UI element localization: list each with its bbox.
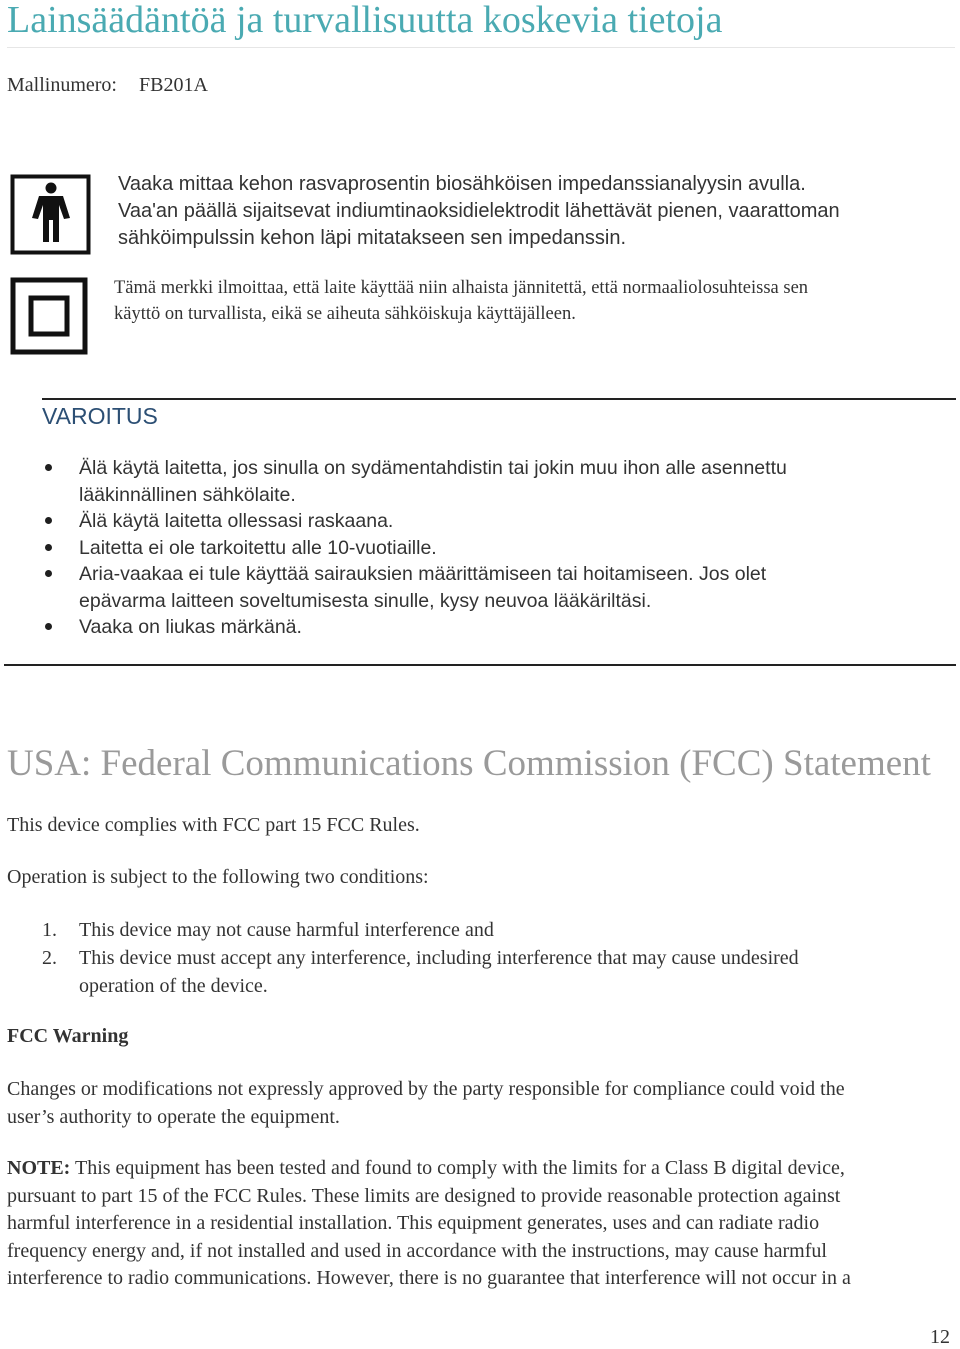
bf-line: sähköimpulssin kehon läpi mitatakseen sen impedanssin. [118,227,627,249]
warning-line: lääkinnällinen sähkölaite. [79,483,296,506]
bullet-icon [45,464,52,471]
warning-item [0,455,960,508]
bf-description [118,171,948,252]
condition-line: This device may not cause harmful interference and [79,919,494,941]
warning-top-rule [42,398,956,400]
bullet-icon [45,517,52,524]
bullet-icon [45,623,52,630]
warning-item [0,561,960,614]
warning-line: Vaaka on liukas märkänä. [79,616,302,638]
class2-line: käyttö on turvallista, eikä se aiheuta sähköiskuja käyttäjälleen. [114,304,576,324]
warning-list [0,455,960,641]
note-label: NOTE: [7,1157,71,1179]
warning-text-line: user’s authority to operate the equipment. [7,1105,340,1128]
condition-item [0,916,960,944]
condition-number: 2. [42,947,57,969]
model-label: Mallinumero: [7,74,117,96]
condition-line: operation of the device. [79,975,268,997]
note-line: harmful interference in a residential installation. This equipment generates, uses and can radiate radio [7,1212,820,1234]
warning-line: Aria-vaakaa ei tule käyttää sairauksien määrittämiseen tai hoitamiseen. Jos olet [79,563,767,585]
fcc-note [7,1155,957,1293]
fcc-warning-heading: FCC Warning [7,1025,129,1047]
warning-line: epävarma laitteen soveltumisesta sinulle, kysy neuvoa lääkäriltäsi. [79,589,652,612]
double-square-icon [10,277,88,355]
fcc-warning-text [7,1076,957,1131]
warning-line: Laitetta ei ole tarkoitettu alle 10-vuotiaille. [79,536,437,559]
title-divider [7,47,955,48]
warning-line: Älä käytä laitetta, jos sinulla on sydämentahdistin tai jokin muu ihon alle asennettu [79,457,787,479]
bf-line: Vaa'an päällä sijaitsevat indiumtinaoksidielektrodit lähettävät pienen, vaarattoman [118,200,840,222]
condition-number: 1. [42,919,57,941]
warning-item [0,535,960,562]
type-bf-person-icon [10,174,91,255]
model-number [7,74,208,97]
model-value: FB201A [138,74,208,96]
warning-text-line: Changes or modifications not expressly approved by the party responsible for compliance could void the [7,1078,845,1100]
note-text: This equipment has been tested and found to comply with the limits for a Class B digital device, [70,1157,845,1179]
bullet-icon [45,570,52,577]
class2-line: Tämä merkki ilmoittaa, että laite käyttää niin alhaista jännitettä, että normaaliolosuhteissa sen [114,278,809,298]
note-line: pursuant to part 15 of the FCC Rules. These limits are designed to provide reasonable protection against [7,1184,841,1207]
fcc-conditions-list [0,916,960,1000]
note-line: frequency energy and, if not installed and used in accordance with the instructions, may cause harmful [7,1239,827,1262]
note-line: interference to radio communications. However, there is no guarantee that interference will not occur in a [7,1267,851,1289]
warning-title: VAROITUS [42,403,158,429]
warning-bottom-rule [4,664,956,666]
warning-item [0,614,960,641]
class2-description [114,275,954,327]
bullet-icon [45,544,52,551]
condition-line: This device must accept any interference, including interference that may cause undesired [79,947,799,969]
fcc-title: USA: Federal Communications Commission (FCC) Statement [7,743,931,784]
fcc-conditions-intro: Operation is subject to the following two conditions: [7,866,429,888]
warning-item [0,508,960,535]
page-number: 12 [930,1326,950,1348]
condition-item [0,944,960,1000]
fcc-compliance-text: This device complies with FCC part 15 FCC Rules. [7,814,420,836]
page-title: Lainsäädäntöä ja turvallisuutta koskevia tietoja [7,0,723,41]
bf-line: Vaaka mittaa kehon rasvaprosentin biosähköisen impedanssianalyysin avulla. [118,173,806,195]
note-line [7,1155,957,1183]
warning-line: Älä käytä laitetta ollessasi raskaana. [79,510,394,532]
